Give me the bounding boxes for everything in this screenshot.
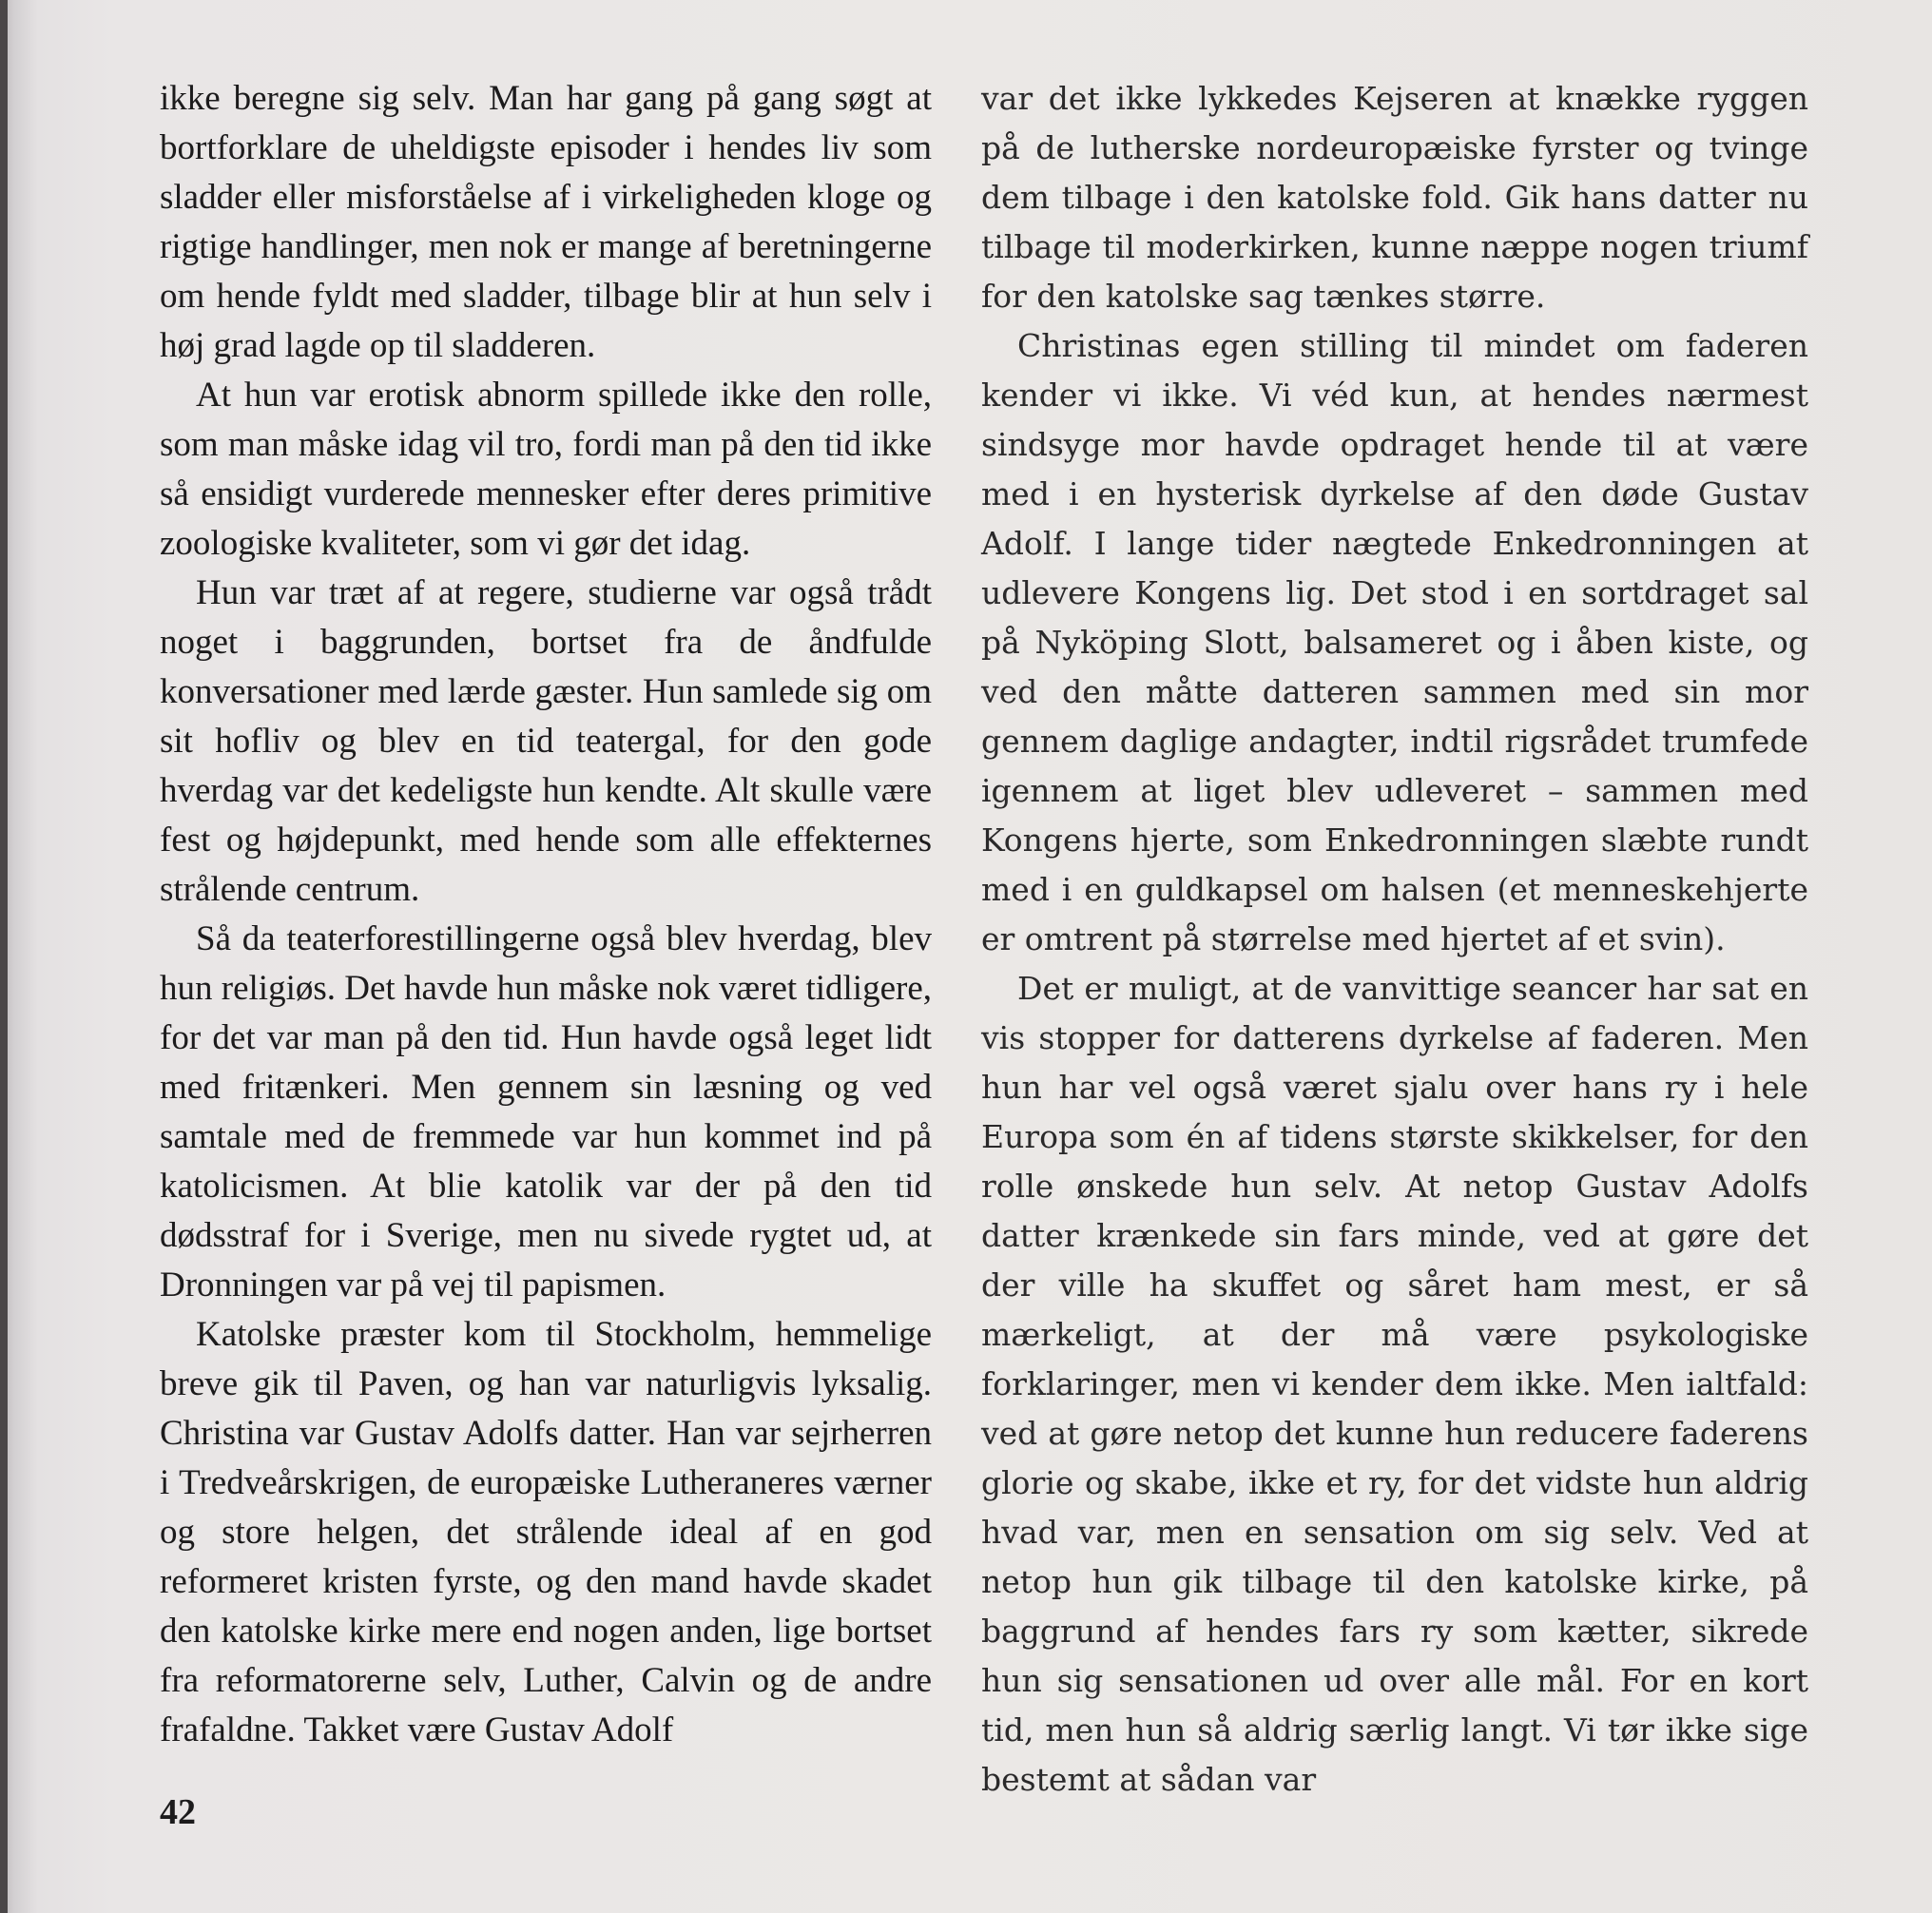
right-text-column — [981, 74, 1808, 1805]
paragraph: At hun var erotisk abnorm spillede ikke den rolle, som man måske idag vil tro, fordi man på den tid ikke så ensidigt vurderede mennesker efter deres primitive zoologiske kvaliteter, som vi gør det idag. — [160, 376, 932, 563]
page-number: 42 — [160, 1792, 196, 1832]
book-spine-edge — [0, 0, 8, 1913]
paragraph: var det ikke lykkedes Kejseren at knække ryggen på de lutherske nordeuropæiske fyrster og tvinge dem tilbage i den katolske fold. Gik hans datter nu tilbage til moderkirken, kunne næppe nogen triumf for den katolske sag tænkes større. — [981, 80, 1808, 315]
left-text-column — [160, 74, 932, 1755]
paragraph: Så da teaterforestillingerne også blev hverdag, blev hun religiøs. Det havde hun måske nok været tidligere, for det var man på den tid. Hun havde også leget lidt med fritænkeri. Men gennem sin læsning og ved samtale med de fremmede var hun kommet ind på katolicismen. At blie katolik var der på den tid dødsstraf for i Sverige, men nu sivede rygtet ud, at Dronningen var på vej til papismen. — [160, 919, 932, 1304]
paragraph: ikke beregne sig selv. Man har gang på gang søgt at bortforklare de uheldigste episoder i hendes liv som sladder eller misforståelse af i virkeligheden kloge og rigtige handlinger, men nok er mange af beretningerne om hende fyldt med sladder, tilbage blir at hun selv i høj grad lagde op til sladderen. — [160, 79, 932, 365]
paragraph: Christinas egen stilling til mindet om faderen kender vi ikke. Vi véd kun, at hendes nærmest sindsyge mor havde opdraget hende til at være med i en hysterisk dyrkelse af den døde Gustav Adolf. I lange tider nægtede Enkedronningen at udlevere Kongens lig. Det stod i en sortdraget sal på Nyköping Slott, balsameret og i åben kiste, og ved den måtte datteren sammen med sin mor gennem daglige andagter, indtil rigsrådet trumfede igennem at liget blev udleveret – sammen med Kongens hjerte, som Enkedronningen slæbte rundt med i en guldkapsel om halsen (et menneskehjerte er omtrent på størrelse med hjertet af et svin). — [981, 327, 1808, 957]
paragraph: Det er muligt, at de vanvittige seancer har sat en vis stopper for datterens dyrkelse af faderen. Men hun har vel også været sjalu over hans ry i hele Europa som én af tidens største skikkelser, for den rolle ønskede hun selv. At netop Gustav Adolfs datter krænkede sin fars minde, ved at gøre det der ville ha skuffet og såret ham mest, er så mærkeligt, at der må være psykologiske forklaringer, men vi kender dem ikke. Men ialtfald: ved at gøre netop det kunne hun reducere faderens glorie og skabe, ikke et ry, for det vidste hun aldrig hvad var, men en sensation om sig selv. Ved at netop hun gik tilbage til den katolske kirke, på baggrund af hendes fars ry som kætter, sikrede hun sig sensationen ud over alle mål. For en kort tid, men hun så aldrig særlig langt. Vi tør ikke sige bestemt at sådan var — [981, 970, 1808, 1798]
paragraph: Katolske præster kom til Stockholm, hemmelige breve gik til Paven, og han var naturligvis lyksalig. Christina var Gustav Adolfs datter. Han var sejrherren i Tredveårskrigen, de europæiske Lutheraneres værner og store helgen, det strålende ideal af en god reformeret kristen fyrste, og den mand havde skadet den katolske kirke mere end nogen anden, lige bortset fra reformatorerne selv, Luther, Calvin og de andre frafaldne. Takket være Gustav Adolf — [160, 1315, 932, 1749]
paragraph: Hun var træt af at regere, studierne var også trådt noget i baggrunden, bortset fra de åndfulde konversationer med lærde gæster. Hun samlede sig om sit hofliv og blev en tid teatergal, for den gode hverdag var det kedeligste hun kendte. Alt skulle være fest og højdepunkt, med hende som alle effekternes strålende centrum. — [160, 573, 932, 909]
